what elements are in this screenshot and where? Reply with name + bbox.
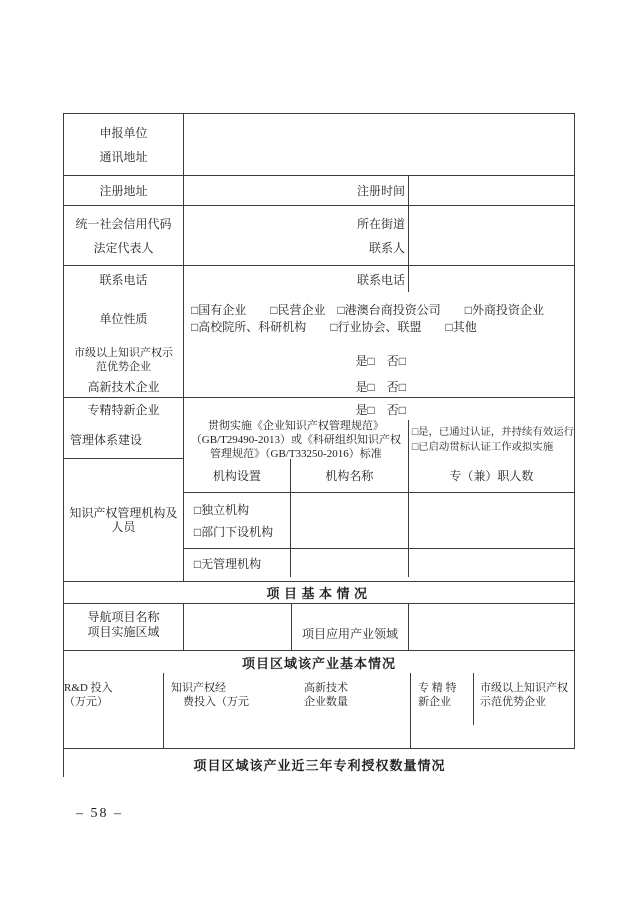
- region-industry-columns: [64, 673, 574, 748]
- section-project-basic: 项目基本情况: [63, 581, 575, 603]
- demo-col-line1: 市级以上知识产权: [480, 682, 568, 694]
- credit-code-label: 统一社会信用代码: [75, 216, 172, 231]
- ip-org-label: [64, 459, 183, 581]
- credit-value-cell: [409, 206, 574, 265]
- registration-time-label: 注册时间: [184, 176, 409, 205]
- row-phone: [63, 265, 575, 292]
- iporg-opt-none: □无管理机构: [184, 549, 291, 577]
- row-zjtx: [63, 397, 575, 420]
- application-form-table: [63, 113, 575, 777]
- row-applicant: [63, 113, 575, 175]
- row-iporg-header: [184, 459, 574, 492]
- mgmt-iporg-right-area: [184, 420, 574, 581]
- rd-investment-line1: R&D 投入: [64, 682, 113, 694]
- demo-enterprise-empty-cell: [409, 345, 574, 375]
- zjtx-yesno: 是□ 否□: [355, 402, 406, 417]
- demo-enterprise-label: [64, 345, 184, 375]
- row-hitech: [63, 375, 575, 397]
- row-iporg-none: [184, 548, 574, 577]
- project-name-label: 导航项目名称: [87, 610, 160, 624]
- applicant-label-cell: [64, 114, 184, 175]
- section-patents: [63, 748, 575, 777]
- project-region-label: 项目实施区域: [87, 625, 160, 639]
- ip-funding-line1: 知识产权经: [171, 682, 226, 694]
- col-rd-investment: [64, 673, 164, 748]
- demo-enterprise-label-line1: 市级以上知识产权示: [74, 347, 173, 359]
- block-region-industry: [63, 650, 575, 748]
- iporg-col-name: 机构名称: [291, 459, 409, 492]
- project-industry-value-cell: [409, 604, 574, 650]
- registered-address-label: 注册地址: [64, 176, 184, 205]
- page-number: – 58 –: [76, 806, 123, 821]
- phone-mid-label: 联系电话: [184, 266, 409, 292]
- hitech-count-line1: 高新技术: [304, 682, 348, 694]
- demo-enterprise-yesno: 是□ 否□: [355, 353, 406, 368]
- mgmt-standard-text: [184, 420, 409, 459]
- zjtx-empty-cell: [409, 398, 574, 420]
- mgmt-status-options: [409, 420, 574, 459]
- row-registration: [63, 175, 575, 205]
- unit-nature-label: 单位性质: [64, 292, 184, 345]
- credit-mid-label-cell: [184, 206, 409, 265]
- project-name-value-cell: [184, 604, 292, 650]
- rd-investment-line2: （万元）: [64, 696, 108, 708]
- applicant-unit-label: 申报单位: [99, 125, 148, 140]
- mgmt-standard-line3: 管理规范》（GB/T33250-2016）标准: [210, 447, 382, 460]
- iporg-staff-cell: [409, 493, 574, 548]
- mgmt-status-line1: □是，已通过认证，并持续有效运行: [411, 426, 574, 438]
- registration-time-value-cell: [409, 176, 574, 205]
- section-patents-title: 项目区域该产业近三年专利授权数量情况: [193, 758, 446, 773]
- unit-nature-options-line2: □高校院所、科研机构 □行业协会、联盟 □其他: [191, 319, 477, 334]
- ip-org-label-line1: 知识产权管理机构及: [69, 506, 178, 520]
- col-demo-enterprise: [474, 673, 574, 748]
- mgmt-iporg-left-column: [64, 420, 184, 581]
- legal-rep-label: 法定代表人: [93, 241, 154, 256]
- iporg-option-cell: [184, 493, 291, 548]
- ip-funding-line2: 费投入（万元: [183, 696, 249, 708]
- applicant-value-cell: [184, 114, 574, 175]
- mgmt-standard-line2: （GB/T29490-2013）或《科研组织知识产权: [190, 433, 401, 446]
- credit-label-cell: [64, 206, 184, 265]
- hitech-label: 高新技术企业: [64, 375, 184, 397]
- iporg-opt-independent: □独立机构: [193, 503, 250, 518]
- mgmt-standard-line1: 贯彻实施《企业知识产权管理规范》: [207, 419, 384, 432]
- demo-col-line2: 示范优势企业: [480, 696, 546, 708]
- mgmt-status-line2: □已启动贯标认证工作或拟实施: [411, 441, 554, 453]
- section-region-industry: 项目区域该产业基本情况: [241, 655, 396, 671]
- col-ip-funding: [164, 673, 304, 748]
- row-unit-nature: [63, 292, 575, 345]
- iporg-none-staff-cell: [409, 549, 574, 577]
- project-name-labels: [64, 604, 184, 650]
- ip-org-label-line2: 人员: [111, 520, 136, 534]
- row-credit-code: [63, 205, 575, 265]
- zjtx-col-line2: 新企业: [418, 696, 451, 708]
- iporg-opt-dept: □部门下设机构: [193, 524, 274, 539]
- phone-value-cell: [409, 266, 574, 292]
- unit-nature-options: [184, 292, 574, 345]
- row-project-name: [63, 603, 575, 650]
- zjtx-col-line1: 专 精 特: [418, 682, 457, 694]
- row-mgmt-system: [184, 420, 574, 459]
- project-industry-label: 项目应用产业领域: [292, 604, 409, 650]
- iporg-col-staff: 专（兼）职人数: [449, 469, 534, 483]
- row-iporg-options: [184, 492, 574, 548]
- mgmt-system-label: 管理体系建设: [64, 420, 183, 459]
- col-hitech-count: [304, 673, 411, 748]
- iporg-name-cell: [291, 493, 409, 548]
- street-label: 所在街道: [356, 216, 405, 231]
- zjtx-label: 专精特新企业: [64, 398, 184, 420]
- hitech-empty-cell: [409, 375, 574, 397]
- row-demo-enterprise: [63, 345, 575, 375]
- mailing-address-label: 通讯地址: [99, 150, 148, 165]
- iporg-col-setup: 机构设置: [184, 459, 291, 492]
- phone-left-label: 联系电话: [64, 266, 184, 292]
- contact-person-label: 联系人: [368, 241, 405, 256]
- iporg-none-name-cell: [291, 549, 409, 577]
- block-mgmt-iporg: [63, 420, 575, 581]
- unit-nature-options-line1: □国有企业 □民营企业 □港澳台商投资公司 □外商投资企业: [191, 302, 544, 317]
- demo-enterprise-label-line2: 范优势企业: [96, 361, 151, 373]
- col-zjtx: [411, 673, 474, 748]
- hitech-count-line2: 企业数量: [304, 696, 348, 708]
- hitech-yesno: 是□ 否□: [355, 379, 406, 394]
